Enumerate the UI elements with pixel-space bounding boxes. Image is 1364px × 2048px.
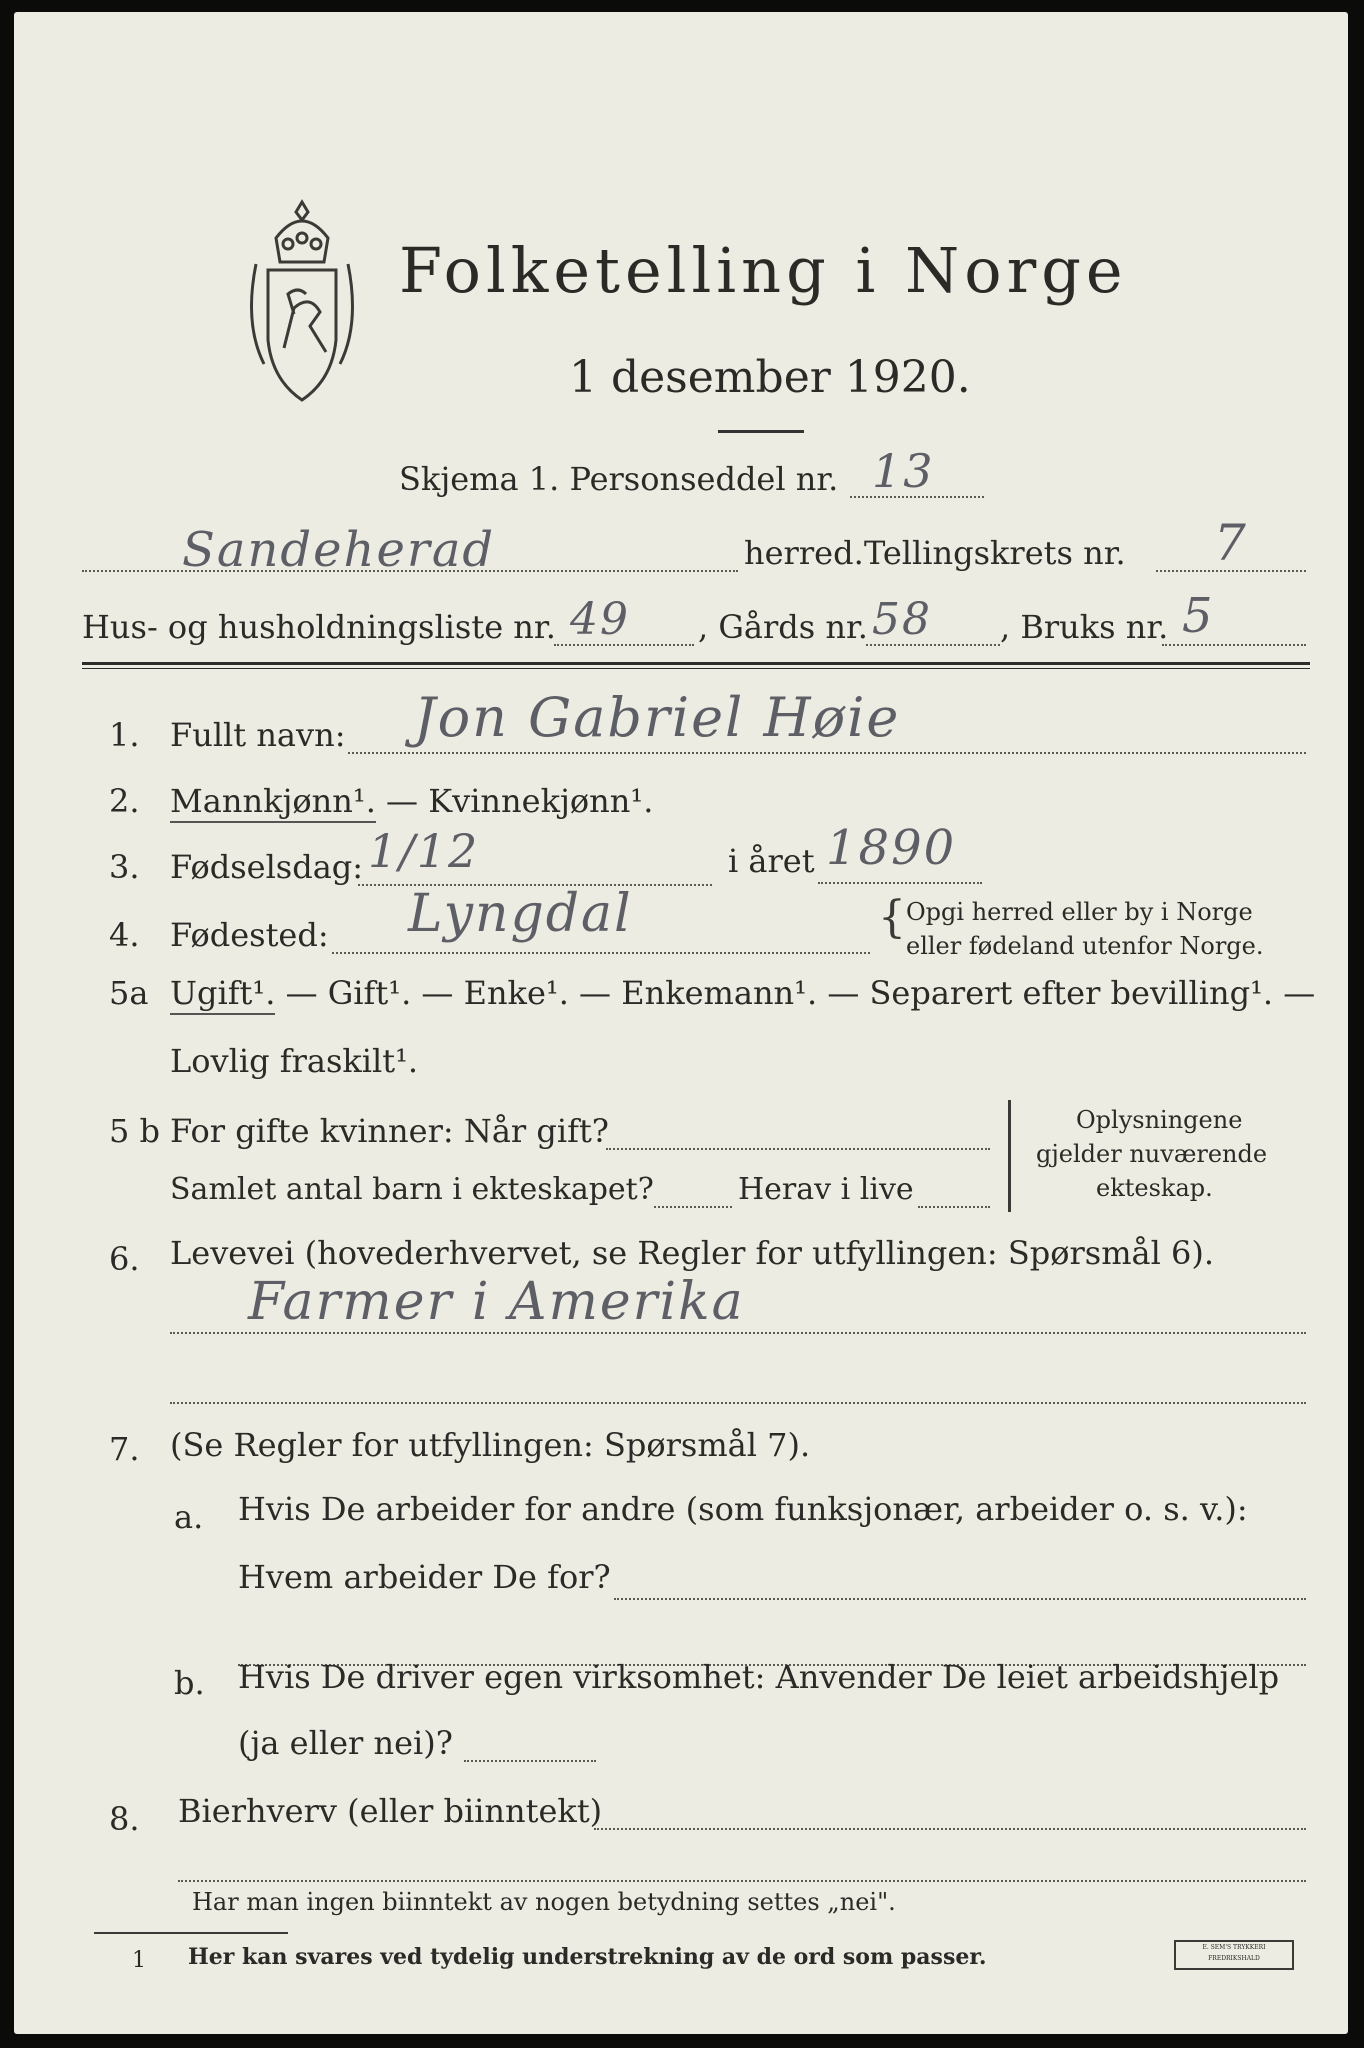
q7-number: 7. xyxy=(109,1430,140,1468)
census-form-sheet xyxy=(14,12,1348,2034)
footnote-rule xyxy=(94,1932,288,1934)
herred-label: herred. xyxy=(744,534,864,572)
gards-label: , Gårds nr. xyxy=(698,608,868,646)
skjema-label: Skjema 1. Personseddel nr. xyxy=(399,460,839,498)
birth-year-answer[interactable]: 1890 xyxy=(826,820,957,876)
occupation-line-2 xyxy=(170,1402,1306,1404)
q5b-number: 5 b xyxy=(109,1112,161,1150)
side-income-line-1 xyxy=(594,1828,1306,1830)
marital-option-fraskilt[interactable]: Lovlig fraskilt¹. xyxy=(170,1042,419,1080)
q5b-note-line3: ekteskap. xyxy=(1096,1174,1213,1202)
q5b-children-label: Samlet antal barn i ekteskapet? xyxy=(170,1172,654,1207)
alive-line xyxy=(918,1206,990,1208)
tellingskrets-label: Tellingskrets nr. xyxy=(864,534,1126,572)
q7b-line1: Hvis De driver egen virksomhet: Anvender De leiet arbeidshjelp xyxy=(238,1658,1280,1696)
q4-number: 4. xyxy=(109,916,140,954)
coat-of-arms-icon xyxy=(238,198,366,408)
q4-label: Fødested: xyxy=(170,916,329,954)
marital-other-options[interactable]: — Gift¹. — Enke¹. — Enkemann¹. — Separert efter bevilling¹. — xyxy=(275,974,1316,1012)
q4-brace: { xyxy=(878,892,906,943)
employer-line-1 xyxy=(614,1598,1306,1600)
q5b-note-line2: gjelder nuværende xyxy=(1036,1140,1268,1168)
q8-note: Har man ingen biinntekt av nogen betydning settes „nei". xyxy=(192,1888,896,1916)
hus-label: Hus- og husholdningsliste nr. xyxy=(82,608,556,646)
birthday-answer[interactable]: 1/12 xyxy=(368,824,480,878)
personseddel-nr[interactable]: 13 xyxy=(872,444,935,498)
year-line xyxy=(818,882,982,884)
q5b-brace xyxy=(1008,1100,1011,1212)
q5b-alive-label: Herav i live xyxy=(738,1172,914,1207)
q5b-note-line1: Oplysningene xyxy=(1076,1106,1243,1134)
q5a-options xyxy=(170,974,1315,1012)
footnote-mark: 1 xyxy=(132,1948,146,1973)
occupation-line-1 xyxy=(170,1332,1306,1334)
tellingskrets-nr[interactable]: 7 xyxy=(1214,514,1248,572)
q2-number: 2. xyxy=(109,782,140,820)
q3-label: Fødselsdag: xyxy=(170,848,364,886)
occupation-answer[interactable]: Farmer i Amerika xyxy=(248,1272,745,1332)
bruks-label: , Bruks nr. xyxy=(1000,608,1169,646)
bruks-nr[interactable]: 5 xyxy=(1182,588,1215,644)
q5b-when-married-label: For gifte kvinner: Når gift? xyxy=(170,1112,609,1150)
gender-option-female[interactable]: Kvinnekjønn¹. xyxy=(428,782,654,820)
gards-nr[interactable]: 58 xyxy=(872,594,932,645)
gender-option-male[interactable]: Mannkjønn¹. xyxy=(170,782,376,823)
side-income-line-2 xyxy=(178,1880,1306,1882)
q1-line xyxy=(348,752,1306,754)
q1-number: 1. xyxy=(109,716,140,754)
full-name-answer[interactable]: Jon Gabriel Høie xyxy=(414,686,901,749)
married-date-line xyxy=(606,1148,990,1150)
q7a-employer-label: Hvem arbeider De for? xyxy=(238,1558,611,1596)
birthplace-answer[interactable]: Lyngdal xyxy=(408,884,633,944)
birthplace-line xyxy=(332,952,870,954)
q4-note-line1: Opgi herred eller by i Norge xyxy=(906,898,1253,926)
q7a-line1: Hvis De arbeider for andre (som funksjonær, arbeider o. s. v.): xyxy=(238,1490,1248,1528)
printer-stamp: E. SEM'S TRYKKERI FREDRIKSHALD xyxy=(1174,1940,1294,1970)
q2-options xyxy=(170,782,653,820)
gender-separator: — xyxy=(375,782,429,820)
form-title: Folketelling i Norge xyxy=(399,234,1128,307)
q6-label: Levevei (hovederhvervet, se Regler for utfyllingen: Spørsmål 6). xyxy=(170,1234,1215,1272)
hired-help-line xyxy=(464,1760,596,1762)
q8-label: Bierhverv (eller biinntekt) xyxy=(178,1792,603,1830)
q4-note-line2: eller fødeland utenfor Norge. xyxy=(906,932,1264,960)
q5a-number: 5a xyxy=(109,974,149,1012)
header-double-rule xyxy=(82,662,1310,665)
hus-nr[interactable]: 49 xyxy=(570,594,630,645)
q7-label: (Se Regler for utfyllingen: Spørsmål 7). xyxy=(170,1426,811,1464)
bruks-line xyxy=(1162,644,1306,646)
census-date: 1 desember 1920. xyxy=(569,352,971,403)
q7a-number: a. xyxy=(174,1498,204,1536)
footnote-text: Her kan svares ved tydelig understrekning av de ord som passer. xyxy=(188,1944,987,1970)
title-divider xyxy=(718,430,804,433)
year-label: i året xyxy=(728,842,815,880)
children-line xyxy=(654,1206,732,1208)
q6-number: 6. xyxy=(109,1240,140,1278)
marital-option-ugift[interactable]: Ugift¹. xyxy=(170,974,275,1015)
q8-number: 8. xyxy=(109,1800,140,1838)
q3-number: 3. xyxy=(109,848,140,886)
herred-value[interactable]: Sandeherad xyxy=(182,522,496,578)
q7b-number: b. xyxy=(174,1664,205,1702)
q1-label: Fullt navn: xyxy=(170,716,346,754)
header-rule-thin xyxy=(82,668,1310,669)
q7b-hired-help-label: (ja eller nei)? xyxy=(238,1724,453,1762)
